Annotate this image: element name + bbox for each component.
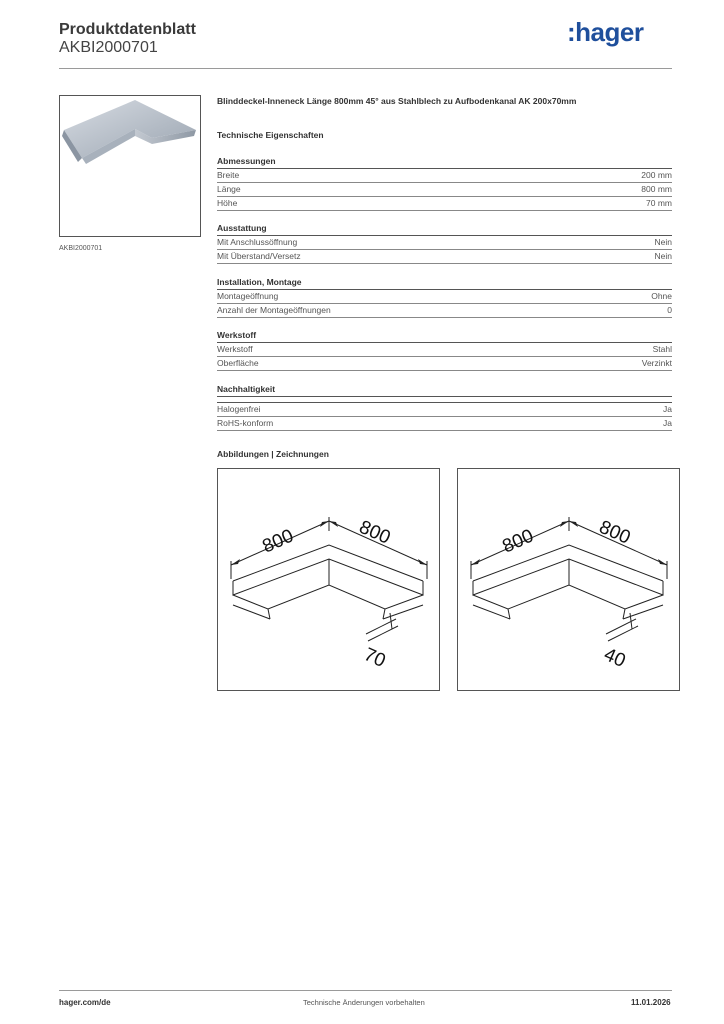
dim-height: 40 bbox=[600, 644, 629, 672]
row-value: 70 mm bbox=[646, 198, 672, 208]
drawing-70 bbox=[217, 468, 440, 691]
dim-length-a: 800 bbox=[259, 525, 297, 558]
row-label: Breite bbox=[217, 170, 240, 180]
header-divider bbox=[59, 68, 672, 69]
row-label: Anzahl der Montageöffnungen bbox=[217, 305, 331, 315]
section-title: Abmessungen bbox=[217, 155, 672, 169]
row-value: Ja bbox=[663, 418, 672, 428]
table-row bbox=[217, 343, 672, 357]
hager-logo: :hager bbox=[567, 17, 644, 47]
row-value: 800 mm bbox=[641, 184, 672, 194]
dim-length-b: 800 bbox=[355, 516, 394, 549]
row-label: Höhe bbox=[217, 198, 238, 208]
section-abmessungen bbox=[217, 155, 672, 211]
table-row bbox=[217, 402, 672, 417]
section-nachhaltigkeit bbox=[217, 383, 672, 431]
dim-length-b: 800 bbox=[595, 516, 634, 549]
footer-link[interactable]: hager.com/de bbox=[59, 998, 111, 1007]
section-title: Ausstattung bbox=[217, 222, 672, 236]
section-installation bbox=[217, 276, 672, 318]
dim-height: 70 bbox=[360, 644, 389, 672]
row-label: Montageöffnung bbox=[217, 291, 279, 301]
drawing-40 bbox=[457, 468, 680, 691]
table-row bbox=[217, 197, 672, 211]
table-row bbox=[217, 250, 672, 264]
row-value: 0 bbox=[667, 305, 672, 315]
section-title: Werkstoff bbox=[217, 329, 672, 343]
row-label: Mit Überstand/Versetz bbox=[217, 251, 301, 261]
row-value: Nein bbox=[654, 237, 672, 247]
table-row bbox=[217, 236, 672, 250]
table-row bbox=[217, 169, 672, 183]
row-value: Nein bbox=[654, 251, 672, 261]
page-title: Produktdatenblatt bbox=[59, 21, 196, 38]
table-row bbox=[217, 290, 672, 304]
row-label: Mit Anschlussöffnung bbox=[217, 237, 298, 247]
article-number: AKBI2000701 bbox=[59, 39, 158, 56]
footer-note: Technische Änderungen vorbehalten bbox=[303, 998, 425, 1007]
technical-drawing bbox=[218, 469, 439, 690]
dim-length-a: 800 bbox=[499, 525, 537, 558]
row-label: Oberfläche bbox=[217, 358, 259, 368]
product-image bbox=[59, 95, 201, 237]
row-label: RoHS-konform bbox=[217, 418, 274, 428]
figures-title: Abbildungen | Zeichnungen bbox=[217, 449, 329, 459]
row-value: Ja bbox=[663, 404, 672, 414]
product-photo-icon bbox=[60, 96, 200, 236]
technical-drawing bbox=[458, 469, 679, 690]
row-label: Werkstoff bbox=[217, 344, 253, 354]
table-row bbox=[217, 417, 672, 431]
tech-properties-title: Technische Eigenschaften bbox=[217, 130, 324, 140]
row-value: Ohne bbox=[651, 291, 672, 301]
product-description: Blinddeckel-Inneneck Länge 800mm 45° aus Stahlblech zu Aufbodenkanal AK 200x70mm bbox=[217, 96, 577, 106]
table-row bbox=[217, 357, 672, 371]
logo-text: hager bbox=[575, 17, 644, 47]
section-ausstattung bbox=[217, 222, 672, 264]
table-row bbox=[217, 304, 672, 318]
row-label: Länge bbox=[217, 184, 241, 194]
row-value: Verzinkt bbox=[641, 358, 672, 368]
row-value: 200 mm bbox=[641, 170, 672, 180]
row-value: Stahl bbox=[652, 344, 672, 354]
table-row bbox=[217, 183, 672, 197]
footer-date: 11.01.2026 bbox=[631, 998, 671, 1007]
section-title: Nachhaltigkeit bbox=[217, 383, 672, 397]
image-caption: AKBI2000701 bbox=[59, 245, 103, 252]
section-title: Installation, Montage bbox=[217, 276, 672, 290]
section-werkstoff bbox=[217, 329, 672, 371]
row-label: Halogenfrei bbox=[217, 404, 261, 414]
footer-divider bbox=[59, 990, 672, 991]
